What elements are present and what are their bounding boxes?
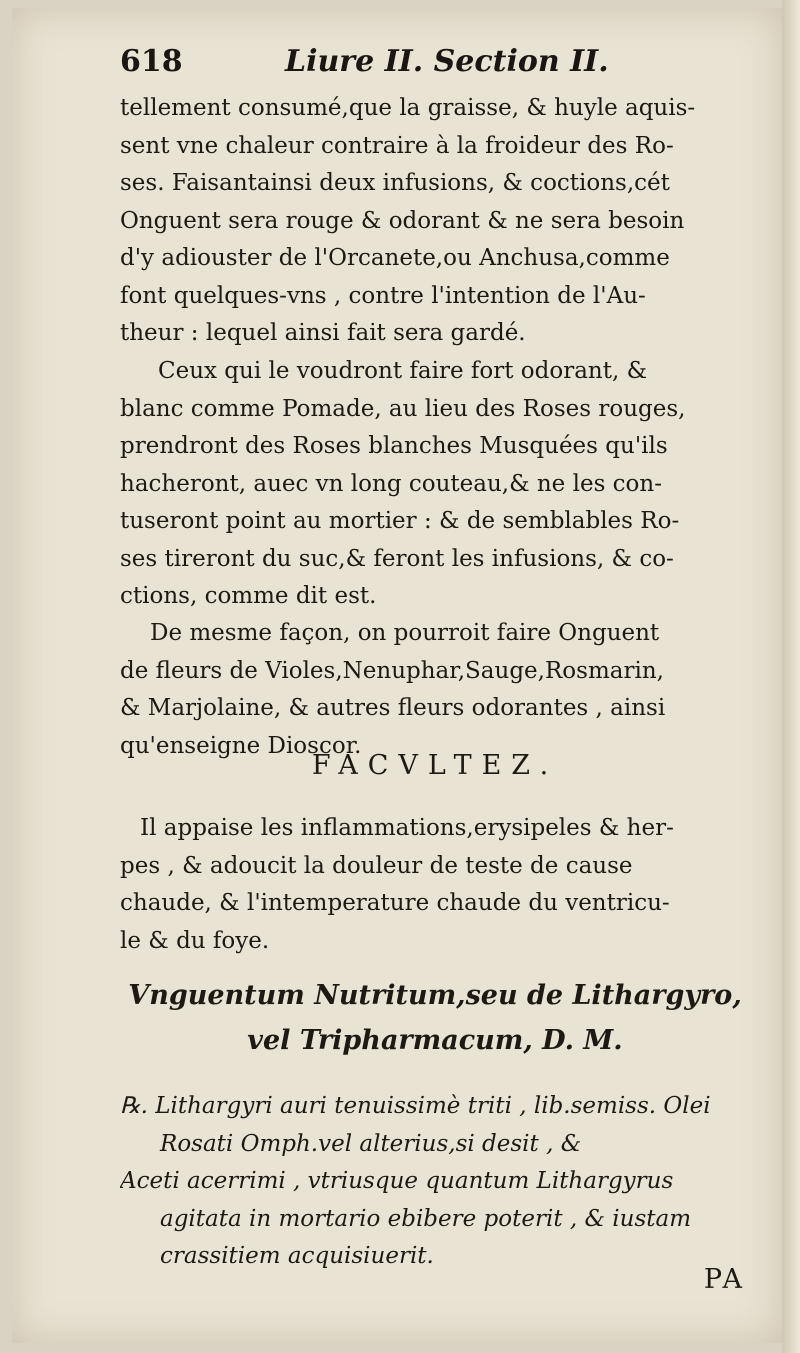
text-line: de fleurs de Violes,Nenuphar,Sauge,Rosmarin,	[120, 657, 664, 684]
text-line: ses. Faisantainsi deux infusions, & coctions,cét	[120, 170, 670, 196]
paragraph-3	[120, 615, 760, 765]
text-line: hacheront, auec vn long couteau,& ne les con-	[120, 470, 662, 497]
text-line: ses tireront du suc,& feront les infusions, & co-	[120, 545, 674, 572]
text-line: Ceux qui le voudront faire fort odorant, &	[158, 358, 648, 384]
text-line: pes , & adoucit la douleur de teste de cause	[120, 852, 633, 879]
page-number: 618	[120, 44, 183, 79]
text-line: blanc comme Pomade, au lieu des Roses rouges,	[120, 395, 686, 422]
running-title: Liure II. Section II.	[285, 44, 609, 79]
text-line: tellement consumé,que la graisse, & huyle aquis-	[120, 95, 696, 121]
text-line: sent vne chaleur contraire à la froideur des Ro-	[120, 132, 674, 159]
text-line: theur : lequel ainsi fait sera gardé.	[120, 320, 526, 346]
text-line: Aceti acerrimi , vtriusque quantum Lithargyrus	[120, 1168, 674, 1194]
text-line: prendront des Roses blanches Musquées qu'ils	[120, 433, 668, 459]
text-line: Onguent sera rouge & odorant & ne sera besoin	[120, 207, 685, 234]
page-edge	[782, 0, 800, 1353]
recipe-title-line-1: Vnguentum Nutritum,seu de Lithargyro,	[128, 980, 742, 1011]
catchword: PA	[703, 1264, 745, 1295]
text-line: chaude, & l'intemperature chaude du ventricu-	[120, 890, 670, 916]
recipe-title-line-2: vel Tripharmacum, D. M.	[247, 1025, 623, 1056]
recipe-body	[120, 1088, 760, 1276]
text-line: Il appaise les inflammations,erysipeles & her-	[140, 815, 674, 841]
paragraph-1	[120, 90, 760, 353]
text-line: qu'enseigne Dioscor.	[120, 732, 362, 759]
text-line: le & du foye.	[120, 927, 270, 954]
text-line: agitata in mortario ebibere poterit , & iustam	[160, 1205, 692, 1232]
text-line: tuseront point au mortier : & de semblables Ro-	[120, 508, 680, 534]
text-line: ℞. Lithargyri auri tenuissimè triti , lib.semiss. Olei	[120, 1093, 711, 1119]
text-line: & Marjolaine, & autres fleurs odorantes , ainsi	[120, 695, 666, 721]
text-line: De mesme façon, on pourroit faire Onguent	[150, 620, 660, 646]
page-header	[120, 44, 720, 88]
text-line: font quelques-vns , contre l'intention de l'Au-	[120, 282, 646, 309]
text-line: crassitiem acquisiuerit.	[160, 1243, 434, 1269]
section-heading: FACVLTEZ.	[311, 750, 559, 781]
text-line: Rosati Omph.vel alterius,si desit , &	[160, 1130, 582, 1157]
text-line: ctions, comme dit est.	[120, 583, 377, 609]
paragraph-4	[120, 810, 760, 960]
paragraph-2	[120, 353, 760, 616]
text-line: d'y adiouster de l'Orcanete,ou Anchusa,comme	[120, 245, 670, 271]
